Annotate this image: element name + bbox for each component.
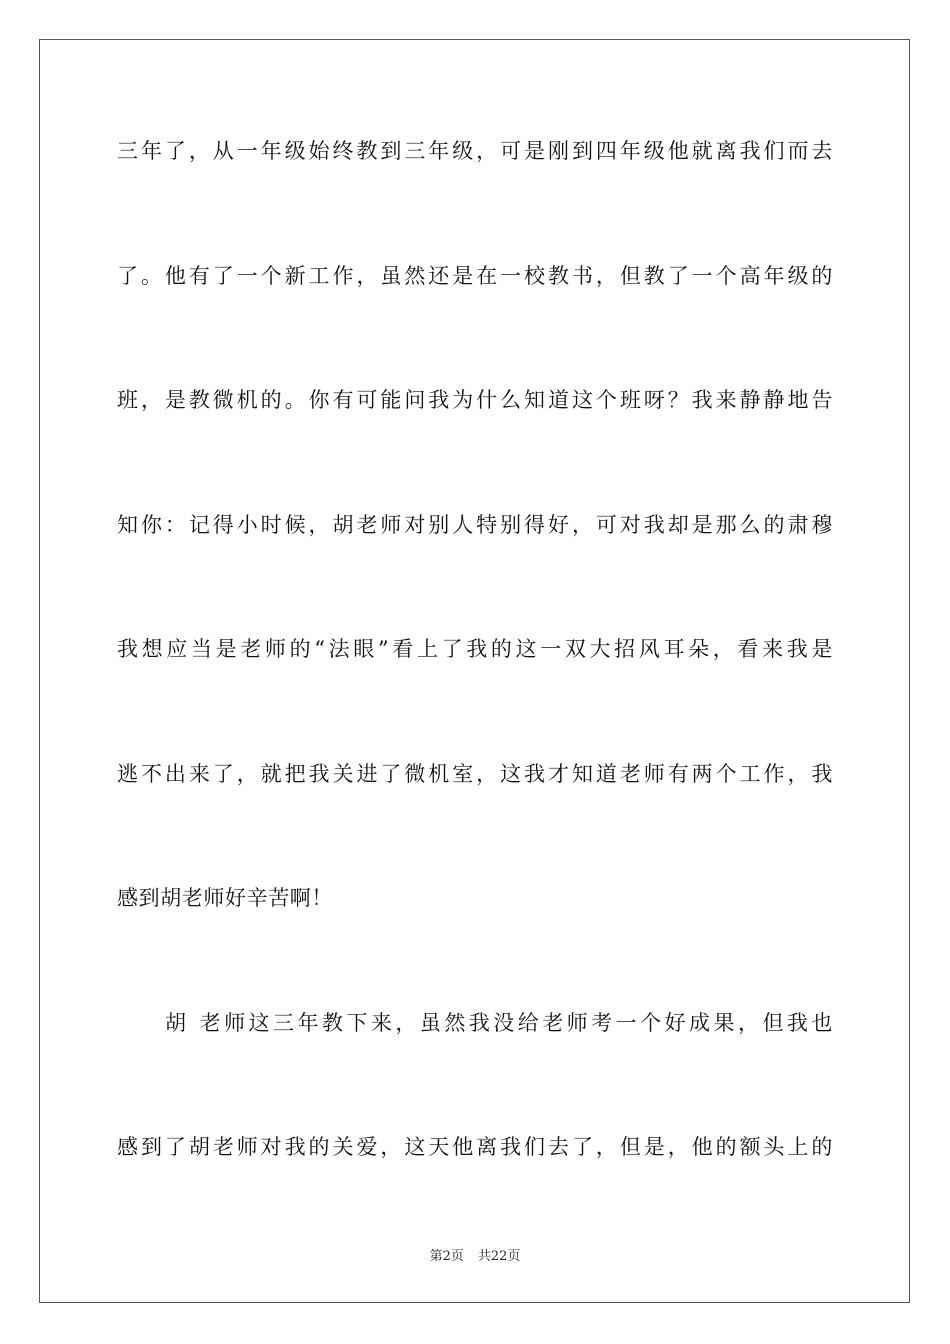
body-line-6: 逃不出来了，就把我关进了微机室，这我才知道老师有两个工作，我 <box>117 762 833 786</box>
page-number: 第2页 <box>429 1249 464 1264</box>
body-line-2: 了。他有了一个新工作，虽然还是在一校教书，但教了一个高年级的 <box>117 264 833 288</box>
page-footer <box>0 1248 950 1266</box>
body-line-3: 班，是教微机的。你有可能问我为什么知道这个班呀？我来静静地告 <box>117 388 833 412</box>
body-line-9: 感到了胡老师对我的关爱，这天他离我们去了，但是，他的额头上的 <box>117 1135 833 1159</box>
body-line-1: 三年了，从一年级始终教到三年级，可是刚到四年级他就离我们而去 <box>117 139 833 163</box>
body-line-8: 胡 老师这三年教下来，虽然我没给老师考一个好成果，但我也 <box>165 1011 833 1035</box>
page-total: 共22页 <box>477 1249 521 1264</box>
body-line-4: 知你：记得小时候，胡老师对别人特别得好，可对我却是那么的肃穆 <box>117 513 833 537</box>
page-border <box>39 39 910 1303</box>
body-line-7: 感到胡老师好辛苦啊！ <box>117 886 333 910</box>
body-line-5: 我想应当是老师的“法眼”看上了我的这一双大招风耳朵，看来我是 <box>117 637 833 661</box>
